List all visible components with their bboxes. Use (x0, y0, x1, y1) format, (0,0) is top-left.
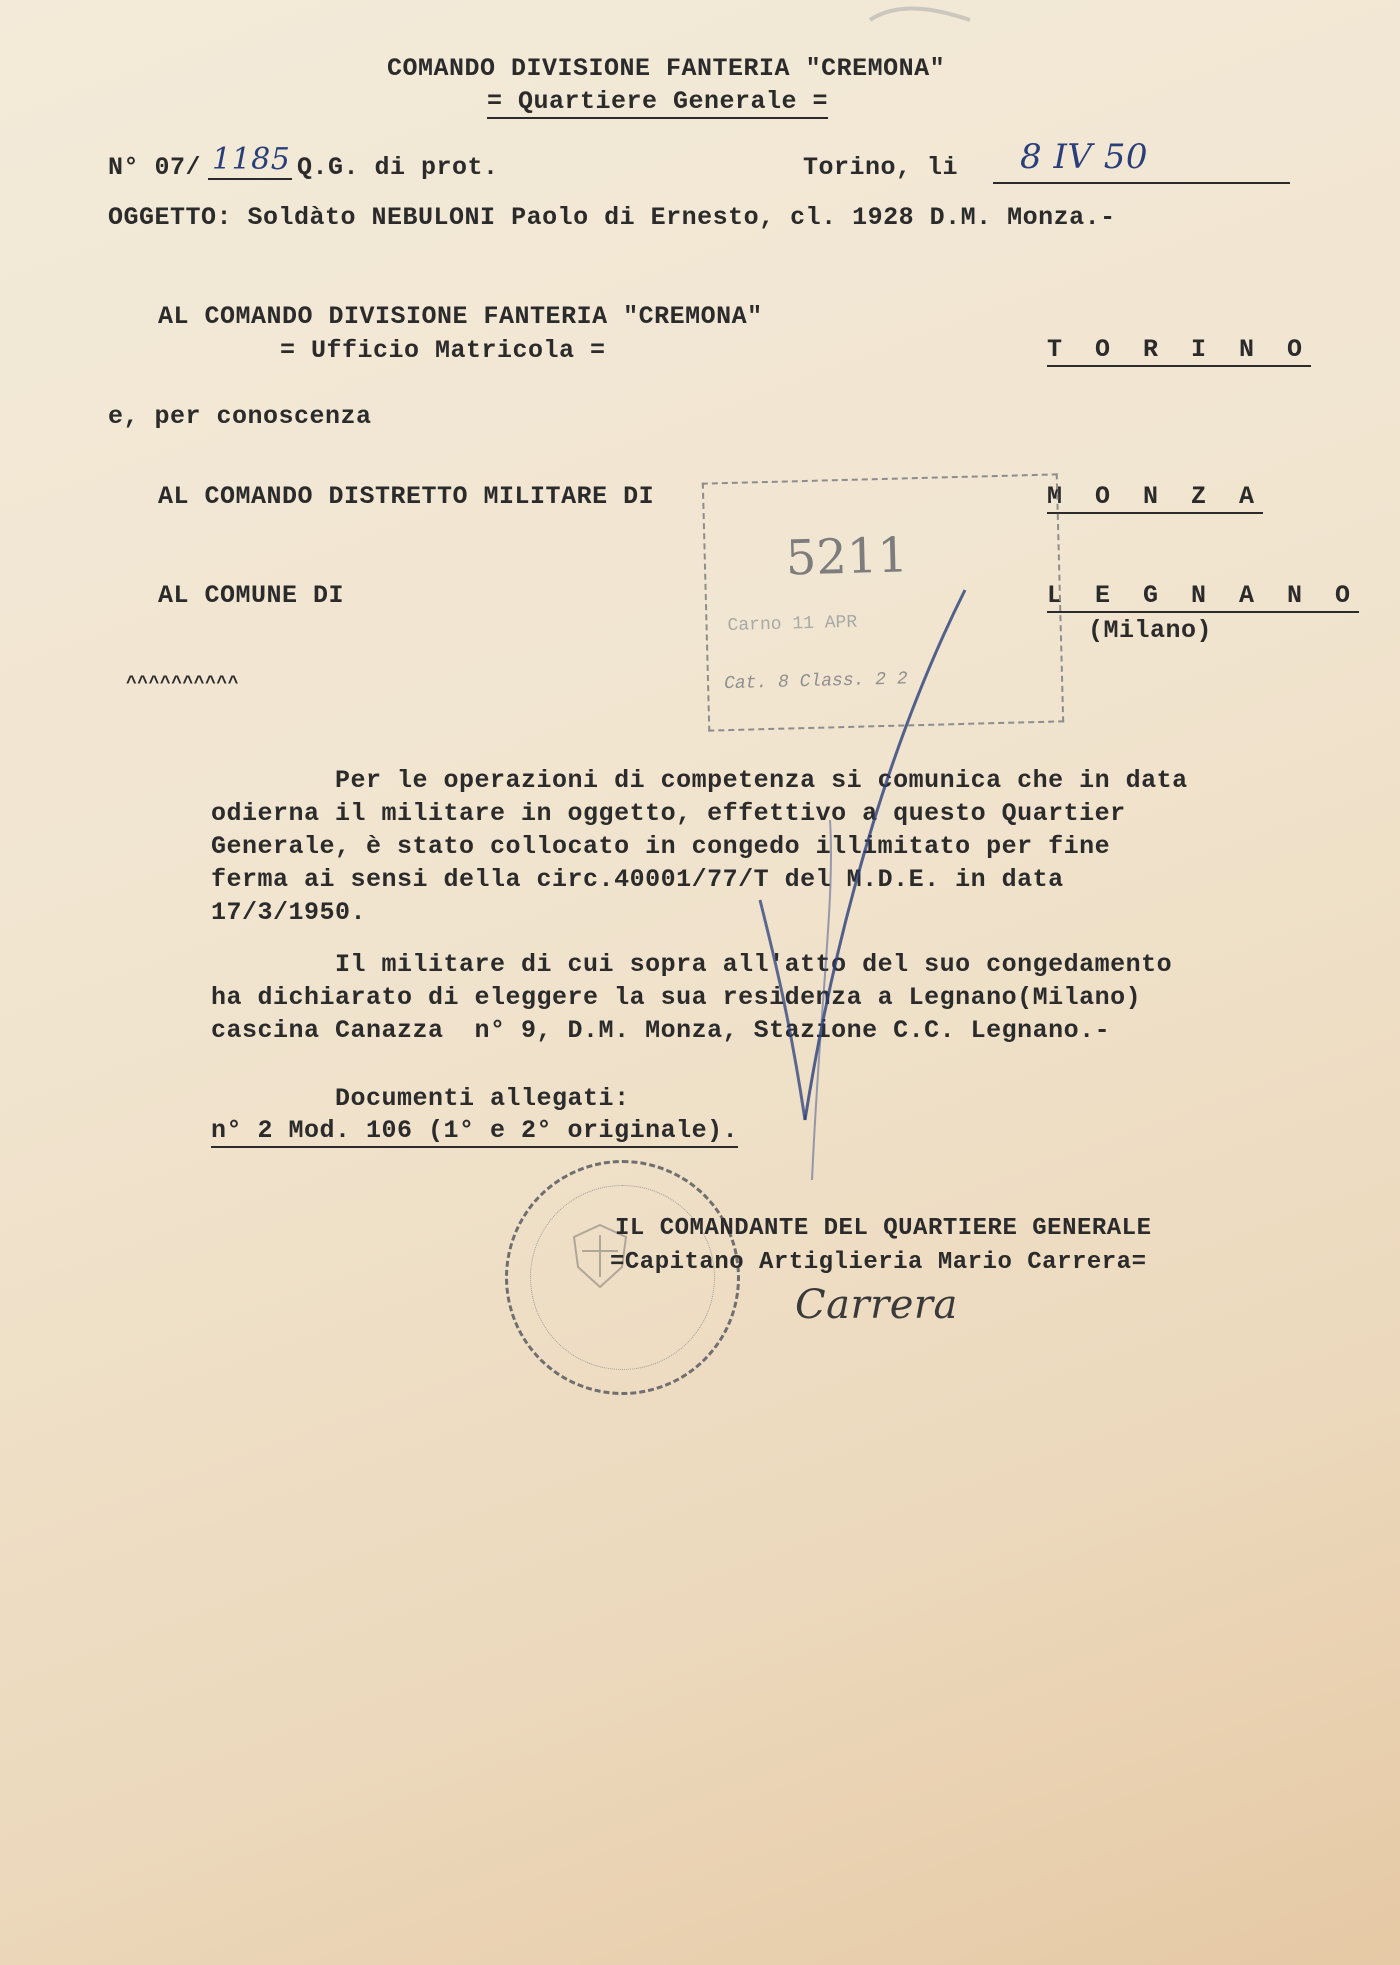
attachments-label: Documenti allegati: (211, 1084, 630, 1113)
stamp-date: Carno 11 APR (727, 612, 858, 637)
body-p1-line: Generale, è stato collocato in congedo illimitato per fine (211, 832, 1111, 861)
pen-faint-mark (870, 8, 970, 20)
cc1-city: M O N Z A (1047, 484, 1263, 514)
separator: ^^^^^^^^^^ (126, 674, 240, 694)
body-p1-line: odierna il militare in oggetto, effettivo a questo Quartier (211, 799, 1126, 828)
cc2-city: L E G N A N O (1047, 583, 1359, 613)
cc2-province: (Milano) (1088, 616, 1213, 645)
cc2-recipient: AL COMUNE DI (158, 581, 345, 610)
recipient-main-line1: AL COMANDO DIVISIONE FANTERIA "CREMONA" (158, 302, 763, 331)
stamp-number: 5211 (785, 527, 909, 587)
body-p2-line: ha dichiarato di eleggere la sua residenza a Legnano(Milano) (211, 983, 1142, 1012)
place-date-label: Torino, li (803, 153, 959, 182)
header-line1: COMANDO DIVISIONE FANTERIA "CREMONA" (387, 54, 946, 83)
recipient-main-city: T O R I N O (1047, 337, 1311, 367)
body-p2-line: Il militare di cui sopra all'atto del suo congedamento (211, 950, 1173, 979)
header-line2: = Quartiere Generale = (487, 89, 828, 119)
protocol-suffix: Q.G. di prot. (297, 153, 499, 182)
body-p1-line: 17/3/1950. (211, 898, 367, 927)
protocol-prefix: N° 07/ (108, 153, 202, 182)
cc-label: e, per conoscenza (108, 402, 372, 431)
body-p2-line: cascina Canazza n° 9, D.M. Monza, Stazione C.C. Legnano.- (211, 1016, 1111, 1045)
stamp-category: Cat. 8 Class. 2 2 (723, 669, 908, 695)
attachments-list: n° 2 Mod. 106 (1° e 2° originale). (211, 1118, 738, 1148)
cc1-recipient: AL COMANDO DISTRETTO MILITARE DI (158, 482, 655, 511)
signature-title: IL COMANDANTE DEL QUARTIERE GENERALE (615, 1215, 1152, 1242)
body-p1-line: Per le operazioni di competenza si comunica che in data (211, 766, 1188, 795)
pen-check-stroke (760, 900, 805, 1120)
signature-name: =Capitano Artiglieria Mario Carrera= (610, 1249, 1147, 1276)
subject: OGGETTO: Soldàto NEBULONI Paolo di Ernesto, cl. 1928 D.M. Monza.- (108, 203, 1116, 232)
body-p1-line: ferma ai sensi della circ.40001/77/T del M.D.E. in data (211, 865, 1064, 894)
pen-check-stroke (805, 590, 965, 1120)
date-handwritten: 8 IV 50 (1020, 137, 1148, 177)
protocol-number: 1185 (212, 142, 291, 177)
recipient-main-line2: = Ufficio Matricola = (280, 336, 606, 365)
signature-handwritten: Carrera (795, 1282, 958, 1328)
